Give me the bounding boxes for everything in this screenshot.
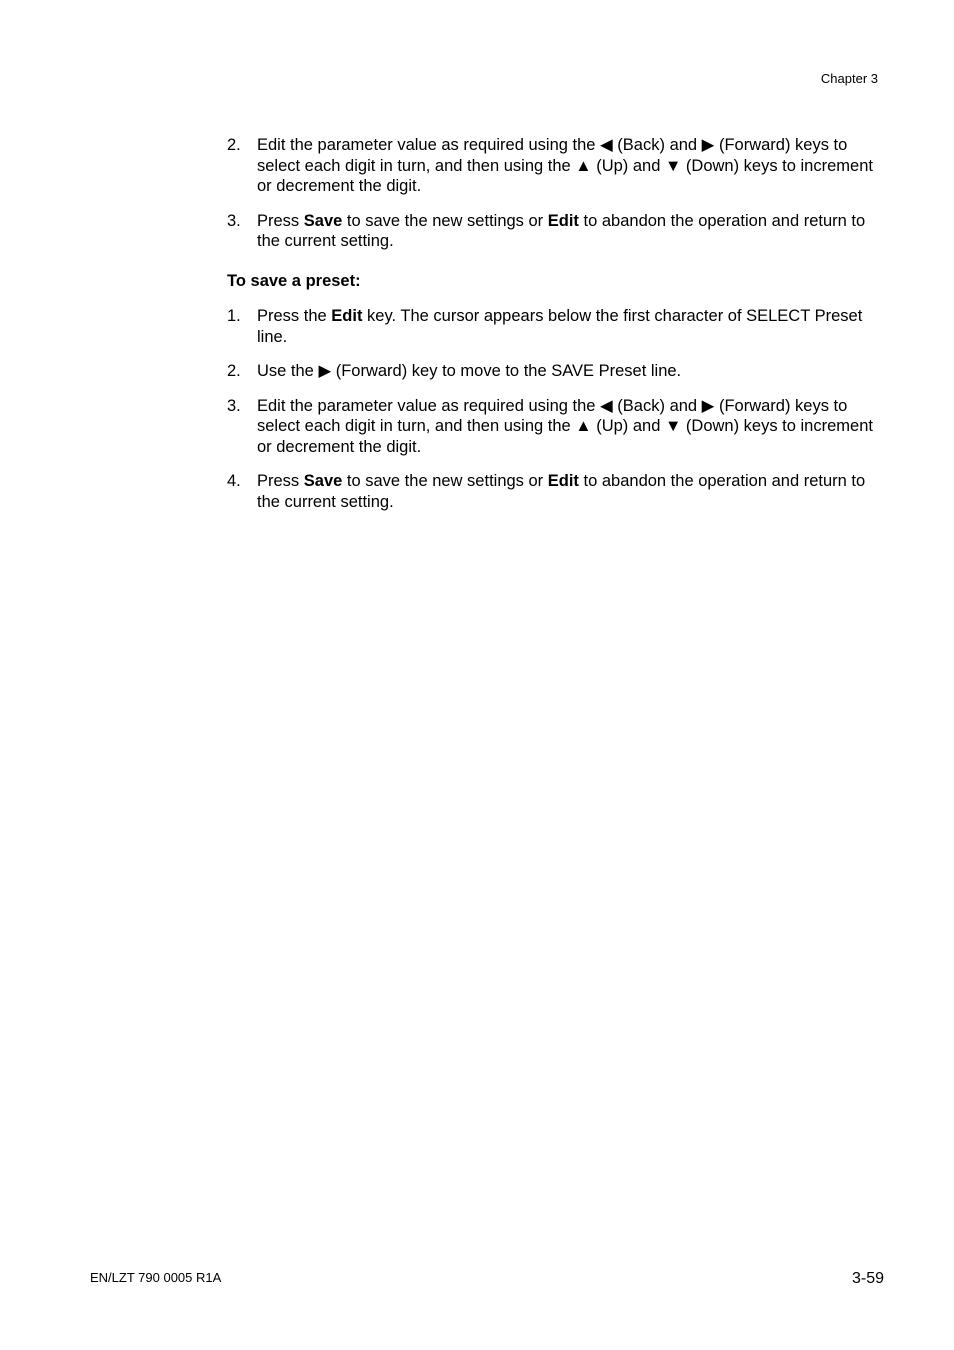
key-name: Edit [331,307,363,325]
step-number: 2. [227,136,241,154]
step-text-run: to save the new settings or [342,211,548,230]
step-list-save-preset [227,306,887,512]
list-step [227,135,887,197]
page-number: 3-59 [851,1270,884,1287]
step-text-run: Press [257,211,304,230]
step-text-run: to abandon the operation and return to the current setting. [257,211,866,250]
key-name: Edit [547,472,579,490]
step-text-run: key. The cursor appears below the first character of SELECT Preset line. [257,307,863,346]
step-text [257,135,887,197]
list-step [227,306,887,347]
page-content [227,135,887,526]
step-number: 1. [227,307,241,325]
step-text [257,211,887,252]
key-name: Edit [547,211,579,230]
step-text-run: Use the ▶ (Forward) key to move to the SAVE Preset line. [257,362,682,380]
step-text-run: Press the [257,307,332,325]
step-text-run: to abandon the operation and return to the current setting. [257,472,866,511]
step-text [257,396,887,458]
step-list-edit [227,135,887,252]
section-heading: To save a preset: [227,271,361,290]
step-text [257,306,887,347]
step-number: 4. [227,472,241,490]
step-text-run: Edit the parameter value as required using the ◀ (Back) and ▶ (Forward) keys to select each digit in turn, and then using the ▲ (Up) and ▼ (Down) keys to increment or decrement the digit. [257,136,873,195]
step-text [257,471,887,512]
key-name: Save [303,211,343,230]
list-step [227,211,887,252]
step-number: 3. [227,211,241,230]
step-text [257,361,887,382]
list-step [227,361,887,382]
list-step [227,471,887,512]
key-name: Save [303,472,343,490]
step-text-run: Press [257,472,304,490]
document-id: EN/LZT 790 0005 R1A [90,1270,222,1285]
step-text-run: to save the new settings or [342,472,548,490]
step-number: 2. [227,362,241,380]
step-number: 3. [227,396,241,415]
list-step [227,396,887,458]
step-text-run: Edit the parameter value as required using the ◀ (Back) and ▶ (Forward) keys to select each digit in turn, and then using the ▲ (Up) and ▼ (Down) keys to increment or decrement the digit. [257,396,873,456]
chapter-header: Chapter 3 [820,71,878,86]
